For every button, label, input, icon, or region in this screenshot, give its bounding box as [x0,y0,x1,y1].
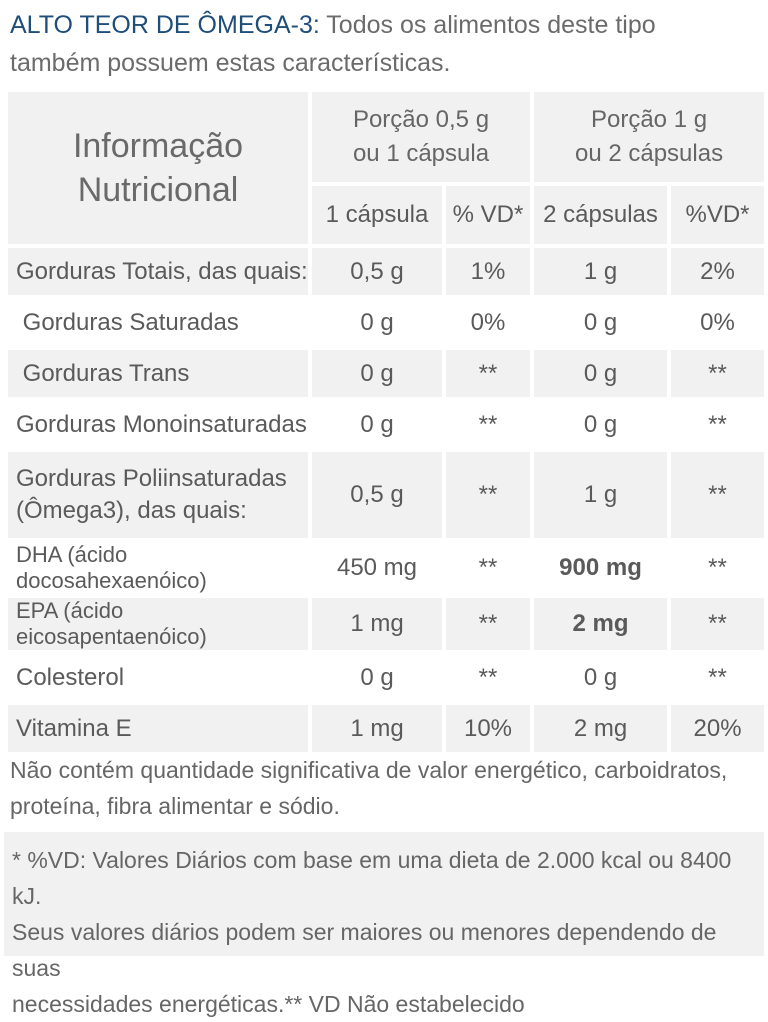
row-value-2: 0 g [534,654,667,701]
nutrient-note [10,752,760,824]
nutrient-note-line-2: proteína, fibra alimentar e sódio. [10,793,340,819]
row-vd-2: 20% [671,705,764,752]
row-vd-2: 2% [671,248,764,295]
claim-highlight: ALTO TEOR DE ÔMEGA-3: [10,11,320,39]
table-row [8,350,764,397]
nutrient-note-line-1: Não contém quantidade significativa de valor energético, carboidratos, [10,757,728,783]
subheader-2-capsulas: 2 cápsulas [534,186,667,244]
portion-1-line-2: ou 1 cápsula [352,140,490,167]
portion-2-line-2: ou 2 cápsulas [574,140,724,167]
row-vd-1: ** [446,598,530,650]
row-vd-1: 1% [446,248,530,295]
row-vd-2: ** [671,452,764,538]
row-label [8,452,308,538]
row-label: Gorduras Totais, das quais: [8,248,308,295]
row-label-line-2: (Ômega3), das quais: [16,497,247,524]
row-value-2: 0 g [534,299,667,346]
row-label: Gorduras Monoinsaturadas [8,401,308,448]
row-label: DHA (ácido docosahexaenóico) [8,542,308,594]
table-row [8,452,764,538]
table-row [8,299,764,346]
row-vd-2: ** [671,654,764,701]
portion-2-header [534,92,764,182]
table-row [8,401,764,448]
row-value-2: 0 g [534,350,667,397]
row-vd-1: ** [446,542,530,594]
row-value-1: 450 mg [312,542,442,594]
row-value-1: 1 mg [312,705,442,752]
row-label-line-1: Gorduras Poliinsaturadas [16,465,287,492]
row-vd-1: ** [446,452,530,538]
row-vd-1: ** [446,401,530,448]
table-row [8,542,764,594]
row-value-2: 2 mg [534,598,667,650]
claim-line-1 [10,6,760,44]
row-label: Gorduras Trans [8,350,308,397]
table-row [8,654,764,701]
row-vd-2: ** [671,350,764,397]
nutrition-table [4,88,768,756]
row-value-1: 0 g [312,401,442,448]
vd-footnote-line-2: Seus valores diários podem ser maiores ou menores dependendo de suas [12,919,717,981]
row-value-1: 0,5 g [312,248,442,295]
claim-header [10,6,760,82]
table-title-line-1: Informação [72,127,244,165]
row-label: Gorduras Saturadas [8,299,308,346]
portion-1-line-1: Porção 0,5 g [352,106,490,133]
portion-1-header [312,92,530,182]
row-vd-2: 0% [671,299,764,346]
row-vd-1: ** [446,654,530,701]
claim-text: Todos os alimentos deste tipo [319,11,656,39]
row-value-1: 0 g [312,350,442,397]
row-vd-1: 10% [446,705,530,752]
table-row [8,598,764,650]
table-title-line-2: Nutricional [77,171,239,209]
table-title-cell [8,92,308,244]
row-vd-1: ** [446,350,530,397]
claim-line-2: também possuem estas características. [10,49,451,77]
row-vd-1: 0% [446,299,530,346]
row-value-2: 1 g [534,248,667,295]
row-value-1: 0 g [312,299,442,346]
row-value-1: 0,5 g [312,452,442,538]
row-label: Colesterol [8,654,308,701]
row-value-2: 2 mg [534,705,667,752]
row-label: EPA (ácido eicosapentaenóico) [8,598,308,650]
row-vd-2: ** [671,401,764,448]
vd-footnote [4,832,764,1017]
vd-footnote-line-3: necessidades energéticas.** VD Não estabelecido [12,991,525,1017]
vd-footnote-line-1: * %VD: Valores Diários com base em uma dieta de 2.000 kcal ou 8400 kJ. [12,847,732,909]
subheader-1-capsula: 1 cápsula [312,186,442,244]
subheader-vd-1: % VD* [446,186,530,244]
row-value-2: 0 g [534,401,667,448]
subheader-vd-2: %VD* [671,186,764,244]
row-value-2: 1 g [534,452,667,538]
row-value-1: 0 g [312,654,442,701]
table-row [8,705,764,752]
table-row [8,248,764,295]
row-vd-2: ** [671,542,764,594]
row-vd-2: ** [671,598,764,650]
row-label: Vitamina E [8,705,308,752]
row-value-2: 900 mg [534,542,667,594]
portion-2-line-1: Porção 1 g [590,106,708,133]
row-value-1: 1 mg [312,598,442,650]
